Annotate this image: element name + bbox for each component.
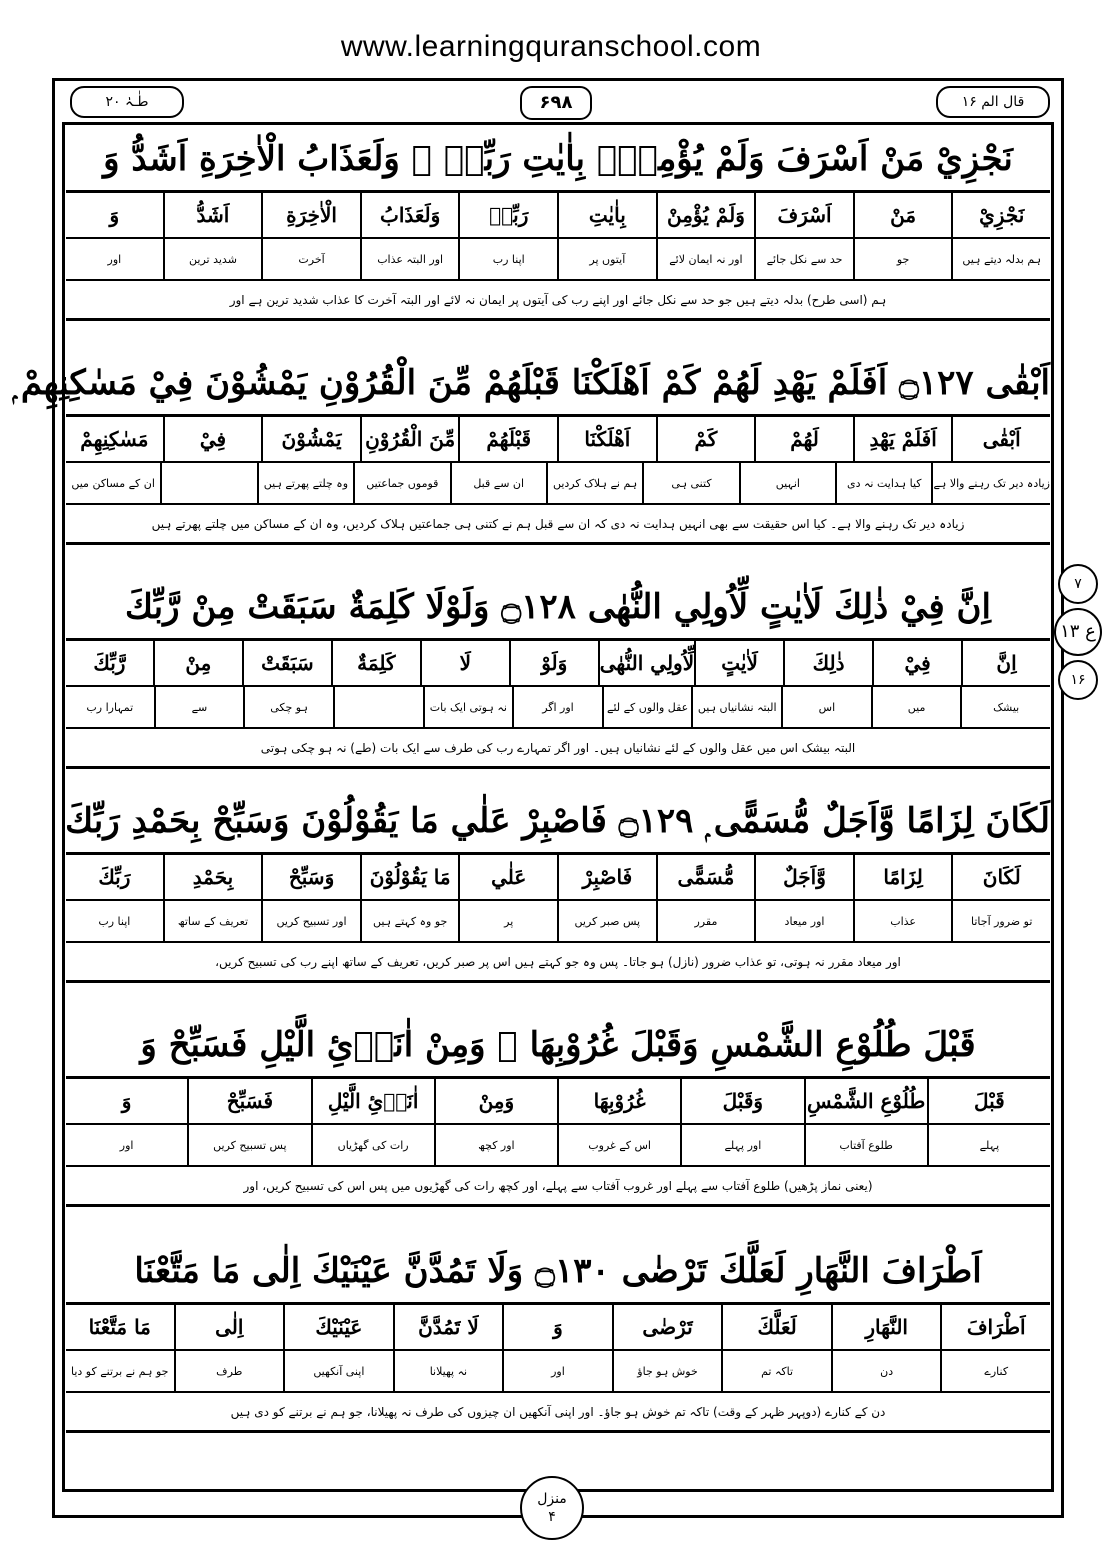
word-cell: غُرُوْبِهَا — [557, 1079, 680, 1123]
word-cell: لَعَلَّكَ — [721, 1305, 831, 1349]
verse-section — [66, 1240, 1050, 1433]
word-row — [66, 1305, 1050, 1351]
arabic-verse-line: قَبْلَ طُلُوْعِ الشَّمْسِ وَقَبْلَ غُرُوْبِهَا ۚ وَمِنْ اٰنَاۗئِ الَّيْلِ فَسَبِّحْ وَ — [66, 1014, 1050, 1079]
word-row — [66, 417, 1050, 463]
word-cell: نَجْزِيْ — [951, 193, 1050, 237]
meaning-cell: جو وہ کہتے ہیں — [360, 901, 459, 941]
meaning-cell: پہلے — [927, 1125, 1050, 1165]
word-cell: ذٰلِكَ — [783, 641, 872, 685]
manzil-badge — [520, 1476, 584, 1540]
word-cell: وَمِنْ — [434, 1079, 557, 1123]
word-cell: وَلَوْ — [509, 641, 598, 685]
word-cell: قَبْلَهُمْ — [458, 417, 557, 461]
meaning-cell: جو ہم نے برتنے کو دیا — [71, 1364, 169, 1378]
word-row — [66, 1079, 1050, 1125]
word-cell: لِّاُولِي النُّهٰى — [598, 641, 694, 685]
ruku-count-bottom: ۱۶ — [1058, 660, 1098, 700]
meaning-cell: اور نہ ایمان لائے — [656, 239, 755, 279]
word-cell: تَرْضٰى — [612, 1305, 722, 1349]
verse-section — [66, 790, 1050, 983]
meaning-row — [66, 1351, 1050, 1393]
verse-section — [66, 128, 1050, 321]
manzil-label: منزل — [537, 1491, 567, 1507]
word-cell: فَسَبِّحْ — [187, 1079, 310, 1123]
word-cell: مَا مَتَّعْنَا — [88, 1315, 151, 1339]
meaning-row — [66, 1125, 1050, 1167]
word-cell: وَ — [109, 203, 120, 227]
word-cell: مَا يَقُوْلُوْنَ — [360, 855, 459, 899]
meaning-cell: قوموں جماعتیں — [353, 463, 449, 503]
word-cell: اِلٰى — [174, 1305, 284, 1349]
meaning-cell: تاکہ تم — [721, 1351, 831, 1391]
translation-line: البتہ بیشک اس میں عقل والوں کے لئے نشانیاں ہیں۔ اور اگر تمہارے رب کی طرف سے ایک بات (طے) نہ ہو چکی ہوتی — [66, 729, 1050, 769]
meaning-cell: کنارے — [940, 1351, 1050, 1391]
word-cell: اَطْرَافَ — [940, 1305, 1050, 1349]
ruku-marker: ع ۱۳ — [1054, 608, 1102, 656]
meaning-row — [66, 239, 1050, 281]
meaning-cell: ہم بدلہ دیتے ہیں — [951, 239, 1050, 279]
meaning-cell: تعریف کے ساتھ — [163, 901, 262, 941]
meaning-cell: ہو چکی — [243, 687, 333, 727]
ruku-count-top: ۷ — [1058, 564, 1098, 604]
arabic-verse-line: اِنَّ فِيْ ذٰلِكَ لَاٰيٰتٍ لِّاُولِي النُّهٰى ۝۱۲۸ وَلَوْلَا كَلِمَةٌ سَبَقَتْ مِنْ رَّبِّكَ — [66, 576, 1050, 641]
meaning-cell: زیادہ دیر تک رہنے والا ہے — [931, 463, 1050, 503]
word-cell: وَقَبْلَ — [680, 1079, 803, 1123]
word-cell: مَنْ — [853, 193, 952, 237]
word-cell: اَسْرَفَ — [754, 193, 853, 237]
page-number: ۶۹۸ — [520, 86, 592, 120]
word-cell: وَلَمْ يُؤْمِنْ — [656, 193, 755, 237]
word-cell: اَفَلَمْ يَهْدِ — [853, 417, 952, 461]
word-cell: وَسَبِّحْ — [261, 855, 360, 899]
word-row — [66, 641, 1050, 687]
word-cell: النَّهَارِ — [831, 1305, 941, 1349]
arabic-verse-line: لَكَانَ لِزَامًا وَّاَجَلٌ مُّسَمًّى ۭ ۝۱۲۹ فَاصْبِرْ عَلٰي مَا يَقُوْلُوْنَ وَسَبِّحْ بِحَمْدِ رَبِّكَ — [66, 790, 1050, 855]
meaning-cell: طرف — [174, 1351, 284, 1391]
meaning-cell: انہیں — [739, 463, 835, 503]
meaning-cell: ان سے قبل — [450, 463, 546, 503]
word-cell: وَّاَجَلٌ — [754, 855, 853, 899]
word-cell: فَاصْبِرْ — [557, 855, 656, 899]
meaning-row — [66, 901, 1050, 943]
word-cell: الْاٰخِرَةِ — [261, 193, 360, 237]
word-row — [66, 855, 1050, 901]
meaning-cell: اور کچھ — [434, 1125, 557, 1165]
word-cell: يَمْشُوْنَ — [261, 417, 360, 461]
word-cell: لَهُمْ — [754, 417, 853, 461]
word-cell: لَا — [420, 641, 509, 685]
meaning-cell: پس صبر کریں — [557, 901, 656, 941]
meaning-cell: اور اگر — [512, 687, 602, 727]
meaning-cell: جو — [853, 239, 952, 279]
meaning-cell — [333, 687, 423, 727]
meaning-cell: اس — [781, 687, 871, 727]
meaning-cell: اپنا رب — [98, 914, 131, 928]
meaning-cell: خوش ہو جاؤ — [612, 1351, 722, 1391]
word-cell: فِيْ — [872, 641, 961, 685]
word-cell: بِحَمْدِ — [163, 855, 262, 899]
meaning-cell: ان کے مساکن میں — [71, 476, 155, 490]
verse-section — [66, 576, 1050, 769]
meaning-cell: اپنی آنکھیں — [283, 1351, 393, 1391]
meaning-cell: تمہارا رب — [86, 700, 134, 714]
meaning-cell: طلوع آفتاب — [804, 1125, 927, 1165]
verse-section — [12, 352, 1050, 545]
word-cell: اٰنَاۗئِ الَّيْلِ — [311, 1079, 434, 1123]
word-cell: بِاٰيٰتِ — [557, 193, 656, 237]
meaning-cell: میں — [871, 687, 961, 727]
arabic-verse-line: نَجْزِيْ مَنْ اَسْرَفَ وَلَمْ يُؤْمِنْۢ بِاٰيٰتِ رَبِّهٖ ۭ وَلَعَذَابُ الْاٰخِرَةِ اَشَدُّ وَ — [66, 128, 1050, 193]
meaning-cell: کتنی ہی — [642, 463, 738, 503]
word-row — [66, 193, 1050, 239]
word-cell: كَمْ — [656, 417, 755, 461]
meaning-cell: البتہ نشانیاں ہیں — [691, 687, 781, 727]
word-cell: اَشَدُّ — [163, 193, 262, 237]
translation-line: (یعنی نماز پڑھیں) طلوع آفتاب سے پہلے اور غروب آفتاب سے پہلے، اور کچھ رات کی گھڑیوں میں پس اس کی تسبیح کریں، اور — [66, 1167, 1050, 1207]
meaning-cell: اور تسبیح کریں — [261, 901, 360, 941]
word-cell: فِيْ — [163, 417, 262, 461]
translation-line: زیادہ دیر تک رہنے والا ہے۔ کیا اس حقیقت سے بھی انہیں ہدایت نہ دی کہ ان سے قبل ہم نے کتنی ہی جماعتیں ہلاک کردیں، وہ ان کے مساکن میں چلتے پھرتے ہیں — [66, 505, 1050, 545]
meaning-cell: آخرت — [261, 239, 360, 279]
word-cell: كَلِمَةٌ — [331, 641, 420, 685]
meaning-row — [66, 463, 1050, 505]
translation-line: ہم (اسی طرح) بدلہ دیتے ہیں جو حد سے نکل جائے اور اپنے رب کی آیتوں پر ایمان نہ لائے اور البتہ آخرت کا عذاب شدید ترین ہے اور — [66, 281, 1050, 321]
meaning-cell: ہم نے ہلاک کردیں — [546, 463, 642, 503]
para-label: قال الم ۱۶ — [936, 86, 1050, 118]
arabic-verse-line: اَطْرَافَ النَّهَارِ لَعَلَّكَ تَرْضٰى ۝۱۳۰ وَلَا تَمُدَّنَّ عَيْنَيْكَ اِلٰى مَا مَتَّعْنَا — [66, 1240, 1050, 1305]
word-cell: مَسٰكِنِهِمْ — [80, 427, 149, 451]
word-cell: لِزَامًا — [853, 855, 952, 899]
meaning-cell: وہ چلتے پھرتے ہیں — [257, 463, 353, 503]
word-cell: طُلُوْعِ الشَّمْسِ — [804, 1079, 927, 1123]
word-cell: مِّنَ الْقُرُوْنِ — [360, 417, 459, 461]
word-cell: لَاٰيٰتٍ — [694, 641, 783, 685]
meaning-cell: نہ ہوتی ایک بات — [423, 687, 513, 727]
meaning-cell: نہ پھیلانا — [393, 1351, 503, 1391]
meaning-cell: کیا ہدایت نہ دی — [835, 463, 931, 503]
meaning-cell: عقل والوں کے لئے — [602, 687, 692, 727]
word-cell: سَبَقَتْ — [242, 641, 331, 685]
verse-section — [66, 1014, 1050, 1207]
meaning-cell: پس تسبیح کریں — [187, 1125, 310, 1165]
word-cell: رَّبِّكَ — [93, 651, 126, 675]
meaning-cell: عذاب — [853, 901, 952, 941]
meaning-row — [66, 687, 1050, 729]
word-cell: عَلٰي — [458, 855, 557, 899]
word-cell: وَ — [121, 1089, 132, 1113]
site-url[interactable]: www.learningquranschool.com — [340, 30, 762, 63]
word-cell: لَكَانَ — [951, 855, 1050, 899]
meaning-cell — [160, 463, 256, 503]
arabic-verse-line: اَبْقٰى ۝۱۲۷ اَفَلَمْ يَهْدِ لَهُمْ كَمْ اَهْلَكْنَا قَبْلَهُمْ مِّنَ الْقُرُوْنِ يَمْشُوْنَ فِيْ مَسٰكِنِهِمْ ۭ — [66, 352, 1050, 417]
word-cell: رَبِّكَ — [98, 865, 131, 889]
meaning-cell: مقرر — [656, 901, 755, 941]
meaning-cell: اور — [502, 1351, 612, 1391]
surah-label: طٰـہٰ ۲۰ — [70, 86, 184, 118]
word-cell: لَا تَمُدَّنَّ — [393, 1305, 503, 1349]
meaning-cell: حد سے نکل جائے — [754, 239, 853, 279]
word-cell: رَبِّهٖ — [458, 193, 557, 237]
meaning-cell: اور البتہ عذاب — [360, 239, 459, 279]
side-marks — [1054, 560, 1102, 704]
word-cell: اَهْلَكْنَا — [557, 417, 656, 461]
word-cell: مِنْ — [153, 641, 242, 685]
word-cell: وَ — [502, 1305, 612, 1349]
word-cell: قَبْلَ — [927, 1079, 1050, 1123]
meaning-cell: آیتوں پر — [557, 239, 656, 279]
meaning-cell: اور — [107, 252, 122, 266]
word-cell: عَيْنَيْكَ — [283, 1305, 393, 1349]
meaning-cell: پر — [458, 901, 557, 941]
word-cell: مُّسَمًّى — [656, 855, 755, 899]
meaning-cell: بیشک — [960, 687, 1050, 727]
meaning-cell: رات کی گھڑیاں — [311, 1125, 434, 1165]
meaning-cell: اور پہلے — [680, 1125, 803, 1165]
meaning-cell: اپنا رب — [458, 239, 557, 279]
meaning-cell: دن — [831, 1351, 941, 1391]
word-cell: اَبْقٰى — [951, 417, 1050, 461]
word-cell: وَلَعَذَابُ — [360, 193, 459, 237]
meaning-cell: اس کے غروب — [557, 1125, 680, 1165]
meaning-cell: شدید ترین — [163, 239, 262, 279]
word-cell: اِنَّ — [961, 641, 1050, 685]
meaning-cell: اور میعاد — [754, 901, 853, 941]
translation-line: اور میعاد مقرر نہ ہوتی، تو عذاب ضرور (نازل) ہو جاتا۔ پس وہ جو کہتے ہیں اس پر صبر کریں، تعریف کے ساتھ اپنے رب کی تسبیح کریں، — [66, 943, 1050, 983]
meaning-cell: تو ضرور آجاتا — [951, 901, 1050, 941]
meaning-cell: اور — [119, 1138, 134, 1152]
meaning-cell: سے — [154, 687, 244, 727]
translation-line: دن کے کنارے (دوپہر ظہر کے وقت) تاکہ تم خوش ہو جاؤ۔ اور اپنی آنکھیں ان چیزوں کی طرف نہ پھیلانا، جو ہم نے برتنے کو دی ہیں — [66, 1393, 1050, 1433]
manzil-number: ۴ — [548, 1509, 556, 1525]
